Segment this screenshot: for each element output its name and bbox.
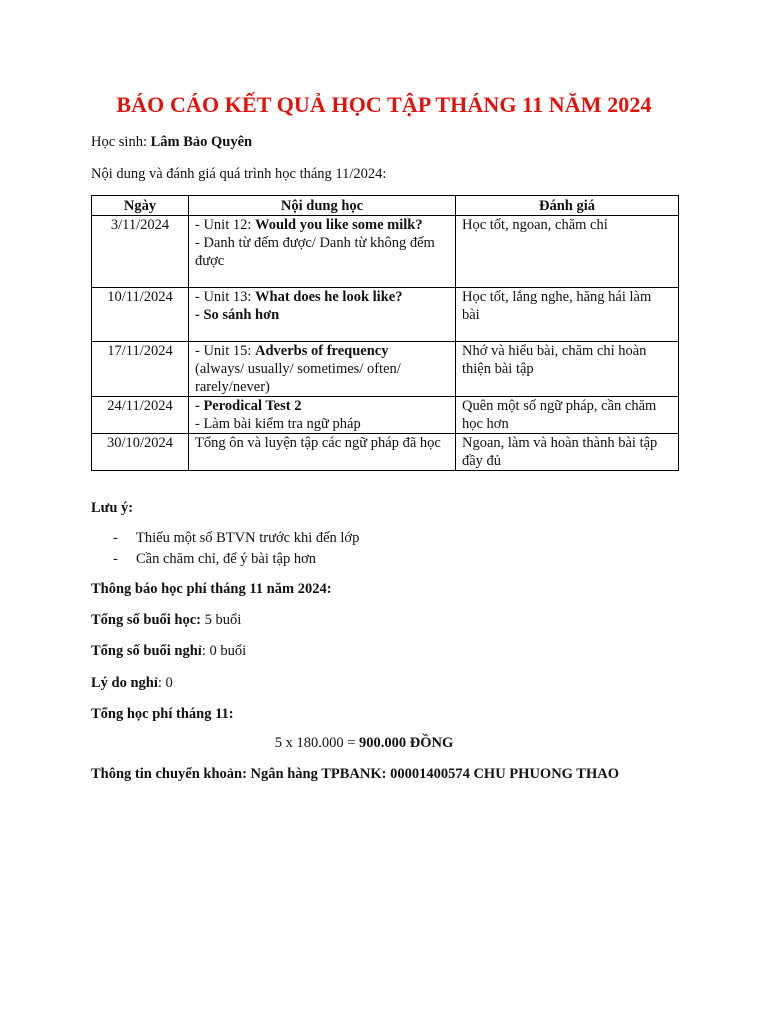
row-date: 24/11/2024 <box>92 397 189 434</box>
fee-heading <box>91 581 332 598</box>
fee-formula: 5 x 180.000 = <box>274 735 360 751</box>
content-text: - Unit 12: <box>195 217 256 233</box>
row-content <box>189 342 456 397</box>
content-line <box>195 397 449 415</box>
content-text: - Làm bài kiểm tra ngữ pháp <box>195 416 361 432</box>
student-line <box>91 134 252 151</box>
fee-formula-line <box>0 735 728 752</box>
content-line <box>195 360 449 396</box>
absence-reason-label: Lý do nghỉ <box>91 675 158 691</box>
row-evaluation: Học tốt, lắng nghe, hăng hái làm bài <box>456 288 679 342</box>
total-sessions-line <box>91 612 241 629</box>
content-line <box>195 434 449 452</box>
column-header-evaluation: Đánh giá <box>456 196 679 216</box>
table-row <box>92 342 679 397</box>
fee-heading-text: Thông báo học phí tháng 11 năm 2024: <box>91 581 332 597</box>
content-bold-text: - So sánh hơn <box>195 307 280 323</box>
content-bold-text: What does he look like? <box>255 289 403 305</box>
intro-text: Nội dung và đánh giá quá trình học tháng 11/2024: <box>91 166 387 182</box>
student-name: Lâm Bảo Quyên <box>150 134 253 150</box>
content-text: - Danh từ đếm được/ Danh từ không đếm được <box>195 235 435 269</box>
row-evaluation: Nhớ và hiểu bài, chăm chỉ hoàn thiện bài tập <box>456 342 679 397</box>
list-item <box>91 528 359 549</box>
table-row <box>92 397 679 434</box>
row-date: 10/11/2024 <box>92 288 189 342</box>
content-text: - Unit 15: <box>195 343 256 359</box>
row-content <box>189 434 456 471</box>
report-title: BÁO CÁO KẾT QUẢ HỌC TẬP THÁNG 11 NĂM 2024 <box>116 92 652 117</box>
row-evaluation: Quên một số ngữ pháp, cần chăm học hơn <box>456 397 679 434</box>
absent-sessions-line <box>91 643 246 660</box>
content-line <box>195 234 449 270</box>
absent-sessions-value: : 0 buổi <box>201 643 247 659</box>
row-evaluation: Ngoan, làm và hoàn thành bài tập đầy đủ <box>456 434 679 471</box>
table-header-row <box>92 196 679 216</box>
study-report-table <box>91 195 679 471</box>
total-fee-label: Tổng học phí tháng 11: <box>91 706 234 722</box>
bullet-dash: - <box>113 530 118 546</box>
notes-list <box>91 528 359 570</box>
list-item <box>91 549 359 570</box>
absence-reason-line <box>91 675 173 692</box>
content-text: Tổng ôn và luyện tập các ngữ pháp đã học <box>195 435 441 451</box>
bank-info-text: Thông tin chuyển khoản: Ngân hàng TPBANK: 00001400574 CHU PHUONG THAO <box>91 766 620 782</box>
row-date: 17/11/2024 <box>92 342 189 397</box>
table-row <box>92 288 679 342</box>
column-header-date: Ngày <box>92 196 189 216</box>
content-line <box>195 415 449 433</box>
total-fee-heading <box>91 706 234 723</box>
row-date: 3/11/2024 <box>92 216 189 288</box>
notes-heading <box>91 500 133 517</box>
content-line <box>195 342 449 360</box>
content-line <box>195 216 449 234</box>
bank-info-line <box>91 766 619 783</box>
fee-total-amount: 900.000 ĐỒNG <box>359 735 454 751</box>
content-bold-text: Would you like some milk? <box>255 217 423 233</box>
absent-sessions-label: Tổng số buổi nghỉ <box>91 643 202 659</box>
note-text: Cần chăm chỉ, để ý bài tập hơn <box>136 551 317 567</box>
total-sessions-value: 5 buổi <box>201 612 242 628</box>
student-label: Học sinh: <box>91 134 151 150</box>
content-text: - Unit 13: <box>195 289 256 305</box>
bullet-dash: - <box>113 551 118 567</box>
table-row <box>92 216 679 288</box>
column-header-content: Nội dung học <box>189 196 456 216</box>
note-text: Thiếu một số BTVN trước khi đến lớp <box>136 530 360 546</box>
notes-heading-text: Lưu ý: <box>91 500 134 516</box>
content-bold-text: Adverbs of frequency <box>255 343 389 359</box>
absence-reason-value: : 0 <box>157 675 173 691</box>
total-sessions-label: Tổng số buổi học: <box>91 612 201 628</box>
content-bold-text: - Perodical Test 2 <box>195 398 302 414</box>
row-date: 30/10/2024 <box>92 434 189 471</box>
content-line <box>195 288 449 306</box>
content-text: (always/ usually/ sometimes/ often/ rarely/never) <box>195 361 401 395</box>
row-content <box>189 216 456 288</box>
row-content <box>189 397 456 434</box>
row-content <box>189 288 456 342</box>
content-line <box>195 306 449 324</box>
row-evaluation: Học tốt, ngoan, chăm chỉ <box>456 216 679 288</box>
table-row <box>92 434 679 471</box>
